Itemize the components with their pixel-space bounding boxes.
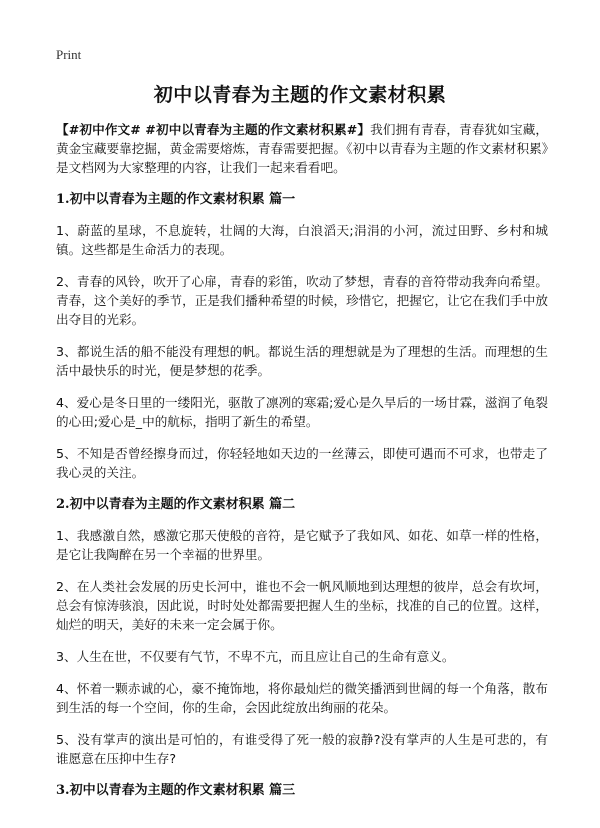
section-1-paragraph-3: 3、都说生活的船不能没有理想的帆。都说生活的理想就是为了理想的生活。而理想的生活中最快乐的时光，便是梦想的花季。	[56, 344, 548, 378]
page-title: 初中以青春为主题的作文素材积累	[153, 84, 447, 106]
section-2-paragraph-4: 4、怀着一颗赤诚的心，豪不掩饰地，将你最灿烂的微笑播洒到世阔的每一个角落，散布到生活的每一个空间，你的生命，会因此绽放出绚丽的花朵。	[56, 681, 548, 715]
section-2-paragraph-1: 1、我感激自然，感激它那天使般的音符，是它赋予了我如风、如花、如草一样的性格，是它让我陶醉在另一个幸福的世界里。	[56, 528, 548, 562]
section-heading-2: 2.初中以青春为主题的作文素材积累 篇二	[56, 497, 296, 512]
section-heading-3: 3.初中以青春为主题的作文素材积累 篇三	[56, 783, 296, 798]
section-1-paragraph-2: 2、青春的风铃，吹开了心扉，青春的彩笛，吹动了梦想，青春的音符带动我奔向希望。青春，这个美好的季节，正是我们播种希望的时候，珍惜它，把握它，让它在我们手中放出夺目的光彩。	[56, 274, 548, 327]
section-heading-1: 1.初中以青春为主题的作文素材积累 篇一	[56, 192, 296, 207]
intro-tag: 【#初中作文# #初中以青春为主题的作文素材积累#】	[56, 122, 371, 137]
section-2-paragraph-5: 5、没有掌声的演出是可怕的，有谁受得了死一般的寂静?没有掌声的人生是可悲的，有谁愿意在压抑中生存?	[56, 732, 548, 766]
section-1-paragraph-4: 4、爱心是冬日里的一缕阳光，驱散了凛冽的寒霜;爱心是久旱后的一场甘霖，滋润了龟裂的心田;爱心是_中的航标，指明了新生的希望。	[56, 395, 548, 429]
print-link[interactable]: Print	[56, 47, 82, 62]
section-1-paragraph-5: 5、不知是否曾经擦身而过，你轻轻地如天边的一丝薄云，即使可遇而不可求，也带走了我心灵的关注。	[56, 446, 548, 480]
section-2-paragraph-2: 2、在人类社会发展的历史长河中，谁也不会一帆风顺地到达理想的彼岸，总会有坎坷，总会有惊涛骇浪，因此说，时时处处都需要把握人生的坐标，找准的自己的位置。这样，灿烂的明天，美好的未来一定会属于你。	[56, 579, 548, 632]
section-1-paragraph-1: 1、蔚蓝的星球，不息旋转，壮阔的大海，白浪滔天;涓涓的小河，流过田野、乡村和城镇。这些都是生命活力的表现。	[56, 223, 548, 257]
article-body	[56, 120, 548, 812]
intro-text: 我们拥有青春，青春犹如宝藏，黄金宝藏要靠挖掘，黄金需要熔炼，青春需要把握。《初中以青春为主题的作文素材积累》是文档网为大家整理的内容，让我们一起来看看吧。	[56, 122, 549, 175]
section-2-paragraph-3: 3、人生在世，不仅要有气节，不卑不亢，而且应让自己的生命有意义。	[56, 649, 455, 664]
intro-paragraph	[56, 120, 548, 177]
